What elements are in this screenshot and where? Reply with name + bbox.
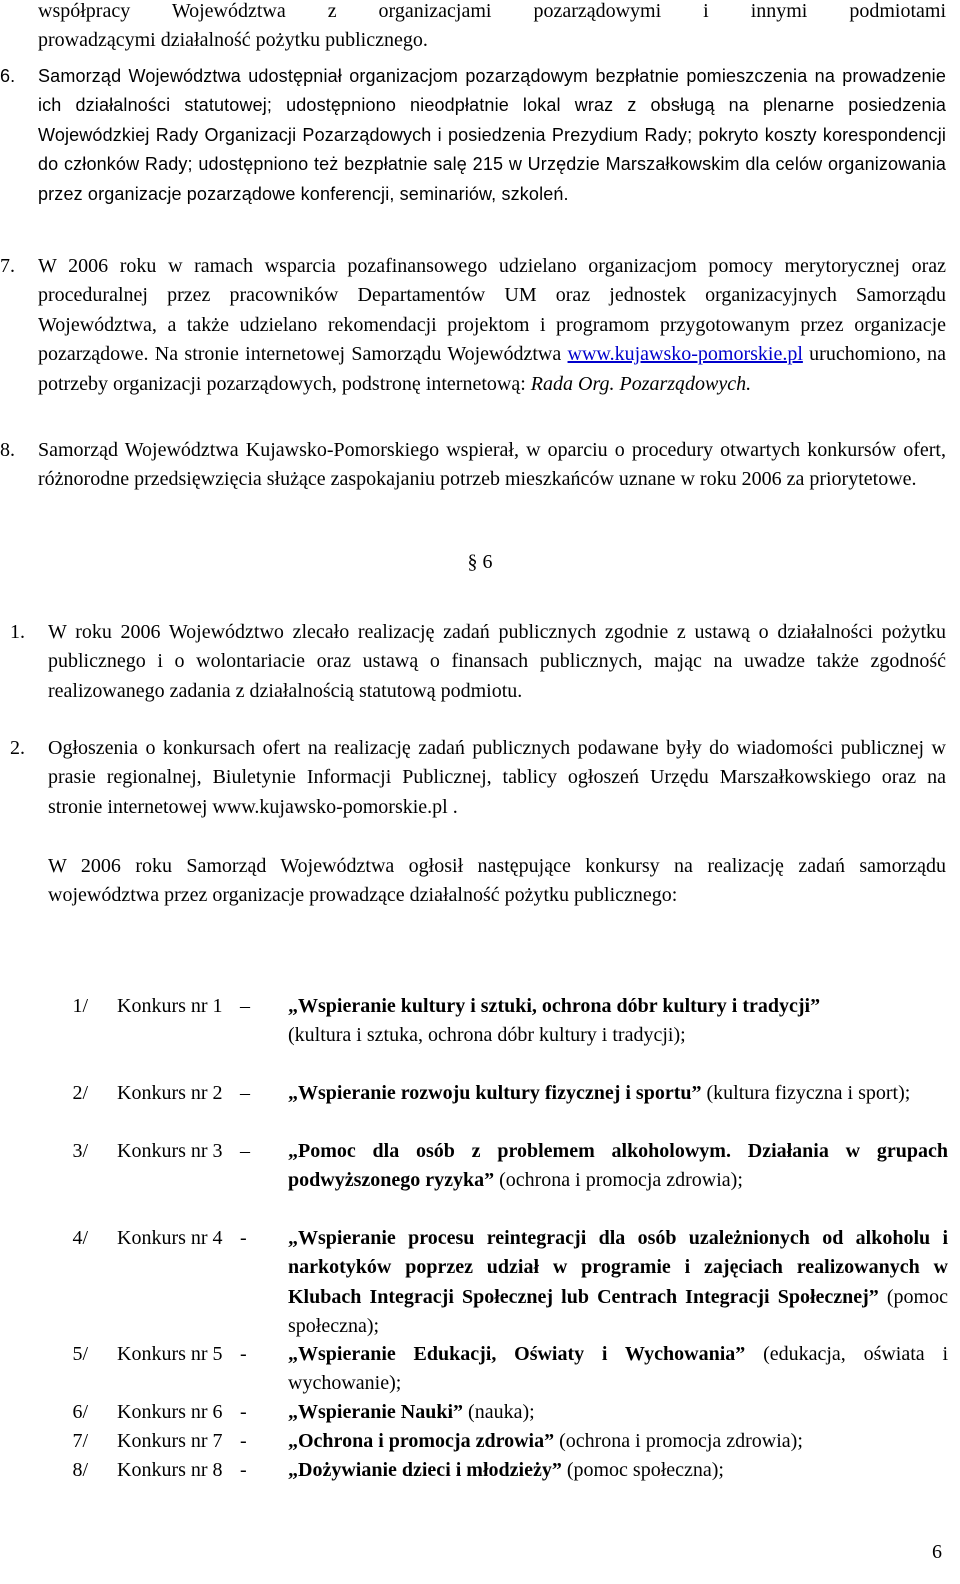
page-number: 6 (932, 1541, 942, 1563)
subpage-name: Rada Org. Pozarządowych. (530, 372, 752, 395)
competition-dash: - (240, 1459, 247, 1481)
competition-dash: - (240, 1401, 247, 1423)
item-number: 2. (10, 737, 25, 759)
competition-dash: - (240, 1227, 247, 1249)
competition-index: 5/ (72, 1343, 88, 1365)
competition-description (240, 1427, 948, 1456)
competition-dash: – (240, 1140, 250, 1162)
item-text: W roku 2006 Województwo zlecało realizację zadań publicznych zgodnie z ustawą o działalności pożytku publicznego i o wolontariacie oraz ustawą o finansach publicznych, mając na uwadze także zgodność realizowanego zadania z działalnością statutową podmiotu. (48, 621, 946, 702)
competition-description (240, 1340, 948, 1399)
competition-category: (edukacja, oświata i wychowanie); (288, 1343, 948, 1395)
competition-dash: – (240, 1082, 250, 1104)
competition-dash: – (240, 995, 250, 1017)
competition-label: Konkurs nr 2 (117, 1082, 223, 1104)
competition-index: 4/ (72, 1227, 88, 1249)
competition-title: „Ochrona i promocja zdrowia” (288, 1430, 555, 1452)
item-text-part-a: W 2006 roku w ramach wsparcia pozafinansowego udzielano organizacjom pomocy merytorycznej oraz proceduralnej przez pracowników Departamentów UM oraz jednostek organizacyjnych Samorządu Województwa, a także udzielano rekomendacji projektom i programom przygotowanym przez organizacje pozarządowe. Na stronie internetowej Samorządu Województwa (38, 255, 946, 366)
competition-title: „Wspieranie procesu reintegracji dla osób uzależnionych od alkoholu i narkotyków poprzez udział w programie i zajęciach realizowanych w Klubach Integracji Społecznej lub Centrach Integracji Społecznej” (288, 1227, 948, 1308)
competition-dash: - (240, 1343, 247, 1365)
competition-description (240, 1079, 948, 1108)
competition-label: Konkurs nr 1 (117, 995, 223, 1017)
section-heading: § 6 (467, 551, 493, 573)
competition-category: (nauka); (463, 1401, 535, 1423)
item-text: Samorząd Województwa udostępniał organizacjom pozarządowym bezpłatnie pomieszczenia na prowadzenie ich działalności statutowej; udostępniono nieodpłatnie lokal wraz z obsługą na plenarne posiedzenia Wojewódzkiej Rady Organizacji Pozarządowych i posiedzenia Prezydium Rady; pokryto koszty korespondencji do członków Rady; udostępniono też bezpłatnie salę 215 w Urzędzie Marszałkowskim dla celów organizowania przez organizacje pozarządowe konferencji, seminariów, szkoleń. (38, 66, 946, 204)
competition-index: 8/ (72, 1459, 88, 1481)
item-text-part-b: uruchomiono, na potrzeby organizacji pozarządowych, podstronę internetową: (38, 343, 947, 395)
competition-label: Konkurs nr 8 (117, 1459, 223, 1481)
intro-line-1: współpracy Województwa z organizacjami pozarządowymi i innymi podmiotami (38, 0, 946, 22)
item-number: 7. (0, 255, 15, 277)
competition-category: (pomoc społeczna); (561, 1459, 724, 1481)
competition-description (240, 1398, 948, 1427)
item-number: 1. (10, 621, 25, 643)
competition-description (240, 1137, 948, 1196)
website-link[interactable]: www.kujawsko-pomorskie.pl (567, 343, 803, 366)
competition-label: Konkurs nr 6 (117, 1401, 223, 1423)
competition-dash: - (240, 1430, 247, 1452)
competition-category: (kultura i sztuka, ochrona dóbr kultury i tradycji); (288, 1024, 686, 1047)
competition-category: (kultura fizyczna i sport); (701, 1082, 911, 1104)
competition-index: 2/ (72, 1082, 88, 1104)
item-text-continued: W 2006 roku Samorząd Województwa ogłosił następujące konkursy na realizację zadań samorządu województwa przez organizacje prowadzące działalność pożytku publicznego: (48, 855, 946, 907)
competition-index: 6/ (72, 1401, 88, 1423)
item-text (38, 252, 946, 399)
competition-title: „Pomoc dla osób z problemem alkoholowym. Działania w grupach podwyższonego ryzyka” (288, 1140, 948, 1192)
competition-index: 3/ (72, 1140, 88, 1162)
item-number: 8. (0, 439, 15, 461)
competition-label: Konkurs nr 4 (117, 1227, 223, 1249)
competition-index: 1/ (72, 995, 88, 1017)
competition-category: (ochrona i promocja zdrowia); (494, 1169, 743, 1192)
competition-description (240, 992, 948, 1051)
item-text: Ogłoszenia o konkursach ofert na realizację zadań publicznych podawane były do wiadomości publicznej w prasie regionalnej, Biuletynie Informacji Publicznej, tablicy ogłoszeń Urzędu Marszałkowskiego oraz na stronie internetowej www.kujawsko-pomorskie.pl . (48, 737, 946, 818)
competition-description (240, 1456, 948, 1485)
competition-label: Konkurs nr 3 (117, 1140, 223, 1162)
item-text: Samorząd Województwa Kujawsko-Pomorskiego wspierał, w oparciu o procedury otwartych konkursów ofert, różnorodne przedsięwzięcia służące zaspokajaniu potrzeb mieszkańców uznane w roku 2006 za priorytetowe. (38, 439, 946, 491)
competition-title: „Wspieranie Edukacji, Oświaty i Wychowania” (288, 1343, 746, 1365)
competition-title: „Dożywianie dzieci i młodzieży” (288, 1459, 562, 1481)
competition-category: (pomoc społeczna); (288, 1285, 948, 1338)
competition-category: (ochrona i promocja zdrowia); (554, 1430, 803, 1452)
competition-description (240, 1224, 948, 1342)
competition-index: 7/ (72, 1430, 88, 1452)
competition-label: Konkurs nr 7 (117, 1430, 223, 1452)
competition-title: „Wspieranie Nauki” (288, 1401, 464, 1423)
competition-title: „Wspieranie kultury i sztuki, ochrona dóbr kultury i tradycji” (288, 995, 821, 1017)
item-number: 6. (0, 66, 16, 86)
competition-label: Konkurs nr 5 (117, 1343, 223, 1365)
intro-line-2: prowadzącymi działalność pożytku publicznego. (38, 29, 428, 51)
competition-title: „Wspieranie rozwoju kultury fizycznej i sportu” (288, 1082, 702, 1104)
